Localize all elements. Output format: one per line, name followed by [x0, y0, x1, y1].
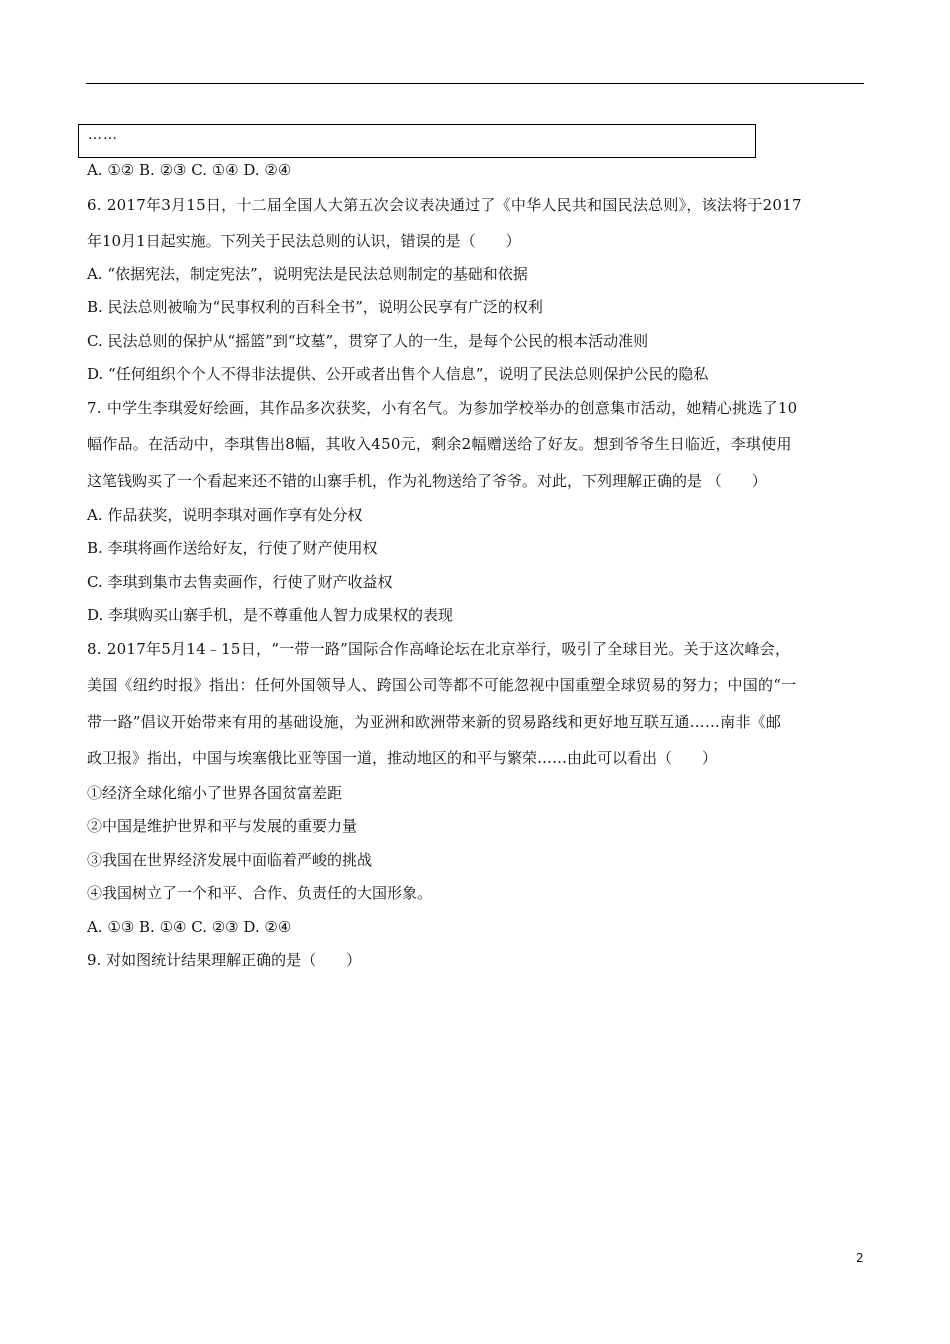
q6-stem-line-2: 年10月1日起实施。下列关于民法总则的认识，错误的是（ ） — [87, 232, 521, 250]
material-box — [78, 124, 756, 158]
q7-stem-line-2: 幅作品。在活动中，李琪售出8幅，其收入450元，剩余2幅赠送给了好友。想到爷爷生日临近，李琪使用 — [87, 435, 792, 453]
header-rule — [86, 83, 864, 84]
q7-stem-line-3: 这笔钱购买了一个看起来还不错的山寨手机，作为礼物送给了爷爷。对此，下列理解正确的是 （ ） — [87, 472, 767, 490]
q7-option-c: C. 李琪到集市去售卖画作，行使了财产收益权 — [87, 573, 393, 591]
q8-statement-2: ②中国是维护世界和平与发展的重要力量 — [87, 817, 358, 835]
material-ellipsis: …… — [88, 127, 118, 143]
q8-stem-line-1: 8. 2017年5月14﹣15日，“一带一路”国际合作高峰论坛在北京举行，吸引了全球目光。关于这次峰会， — [87, 640, 791, 658]
q6-option-d: D. “任何组织个个人不得非法提供、公开或者出售个人信息”，说明了民法总则保护公民的隐私 — [87, 365, 709, 383]
q8-statement-3: ③我国在世界经济发展中面临着严峻的挑战 — [87, 851, 373, 869]
q7-option-b: B. 李琪将画作送给好友，行使了财产使用权 — [87, 539, 378, 557]
q6-option-c: C. 民法总则的保护从“摇篮”到“坟墓”，贯穿了人的一生，是每个公民的根本活动准则 — [87, 332, 649, 350]
q7-option-a: A. 作品获奖，说明李琪对画作享有处分权 — [87, 506, 363, 524]
q8-statement-1: ①经济全球化缩小了世界各国贫富差距 — [87, 784, 343, 802]
q8-stem-line-2: 美国《纽约时报》指出：任何外国领导人、跨国公司等都不可能忽视中国重塑全球贸易的努力；中国的“一 — [87, 676, 797, 694]
q5-options: A. ①② B. ②③ C. ①④ D. ②④ — [87, 161, 292, 179]
q7-option-d: D. 李琪购买山寨手机，是不尊重他人智力成果权的表现 — [87, 606, 454, 624]
q8-stem-line-4: 政卫报》指出，中国与埃塞俄比亚等国一道，推动地区的和平与繁荣……由此可以看出（ ） — [87, 749, 718, 767]
q7-stem-line-1: 7. 中学生李琪爱好绘画，其作品多次获奖，小有名气。为参加学校举办的创意集市活动，她精心挑选了10 — [87, 399, 798, 417]
page-number: 2 — [856, 1251, 864, 1265]
q6-option-a: A. “依据宪法，制定宪法”，说明宪法是民法总则制定的基础和依据 — [87, 265, 528, 283]
q6-stem-line-1: 6. 2017年3月15日，十二届全国人大第五次会议表决通过了《中华人民共和国民法总则》，该法将于2017 — [87, 196, 802, 214]
q8-statement-4: ④我国树立了一个和平、合作、负责任的大国形象。 — [87, 884, 433, 902]
q9-stem: 9. 对如图统计结果理解正确的是（ ） — [87, 951, 362, 969]
q8-options: A. ①③ B. ①④ C. ②③ D. ②④ — [87, 918, 292, 936]
q6-option-b: B. 民法总则被喻为“民事权利的百科全书”，说明公民享有广泛的权利 — [87, 298, 543, 316]
q8-stem-line-3: 带一路”倡议开始带来有用的基础设施，为亚洲和欧洲带来新的贸易路线和更好地互联互通……南非《邮 — [87, 713, 782, 731]
